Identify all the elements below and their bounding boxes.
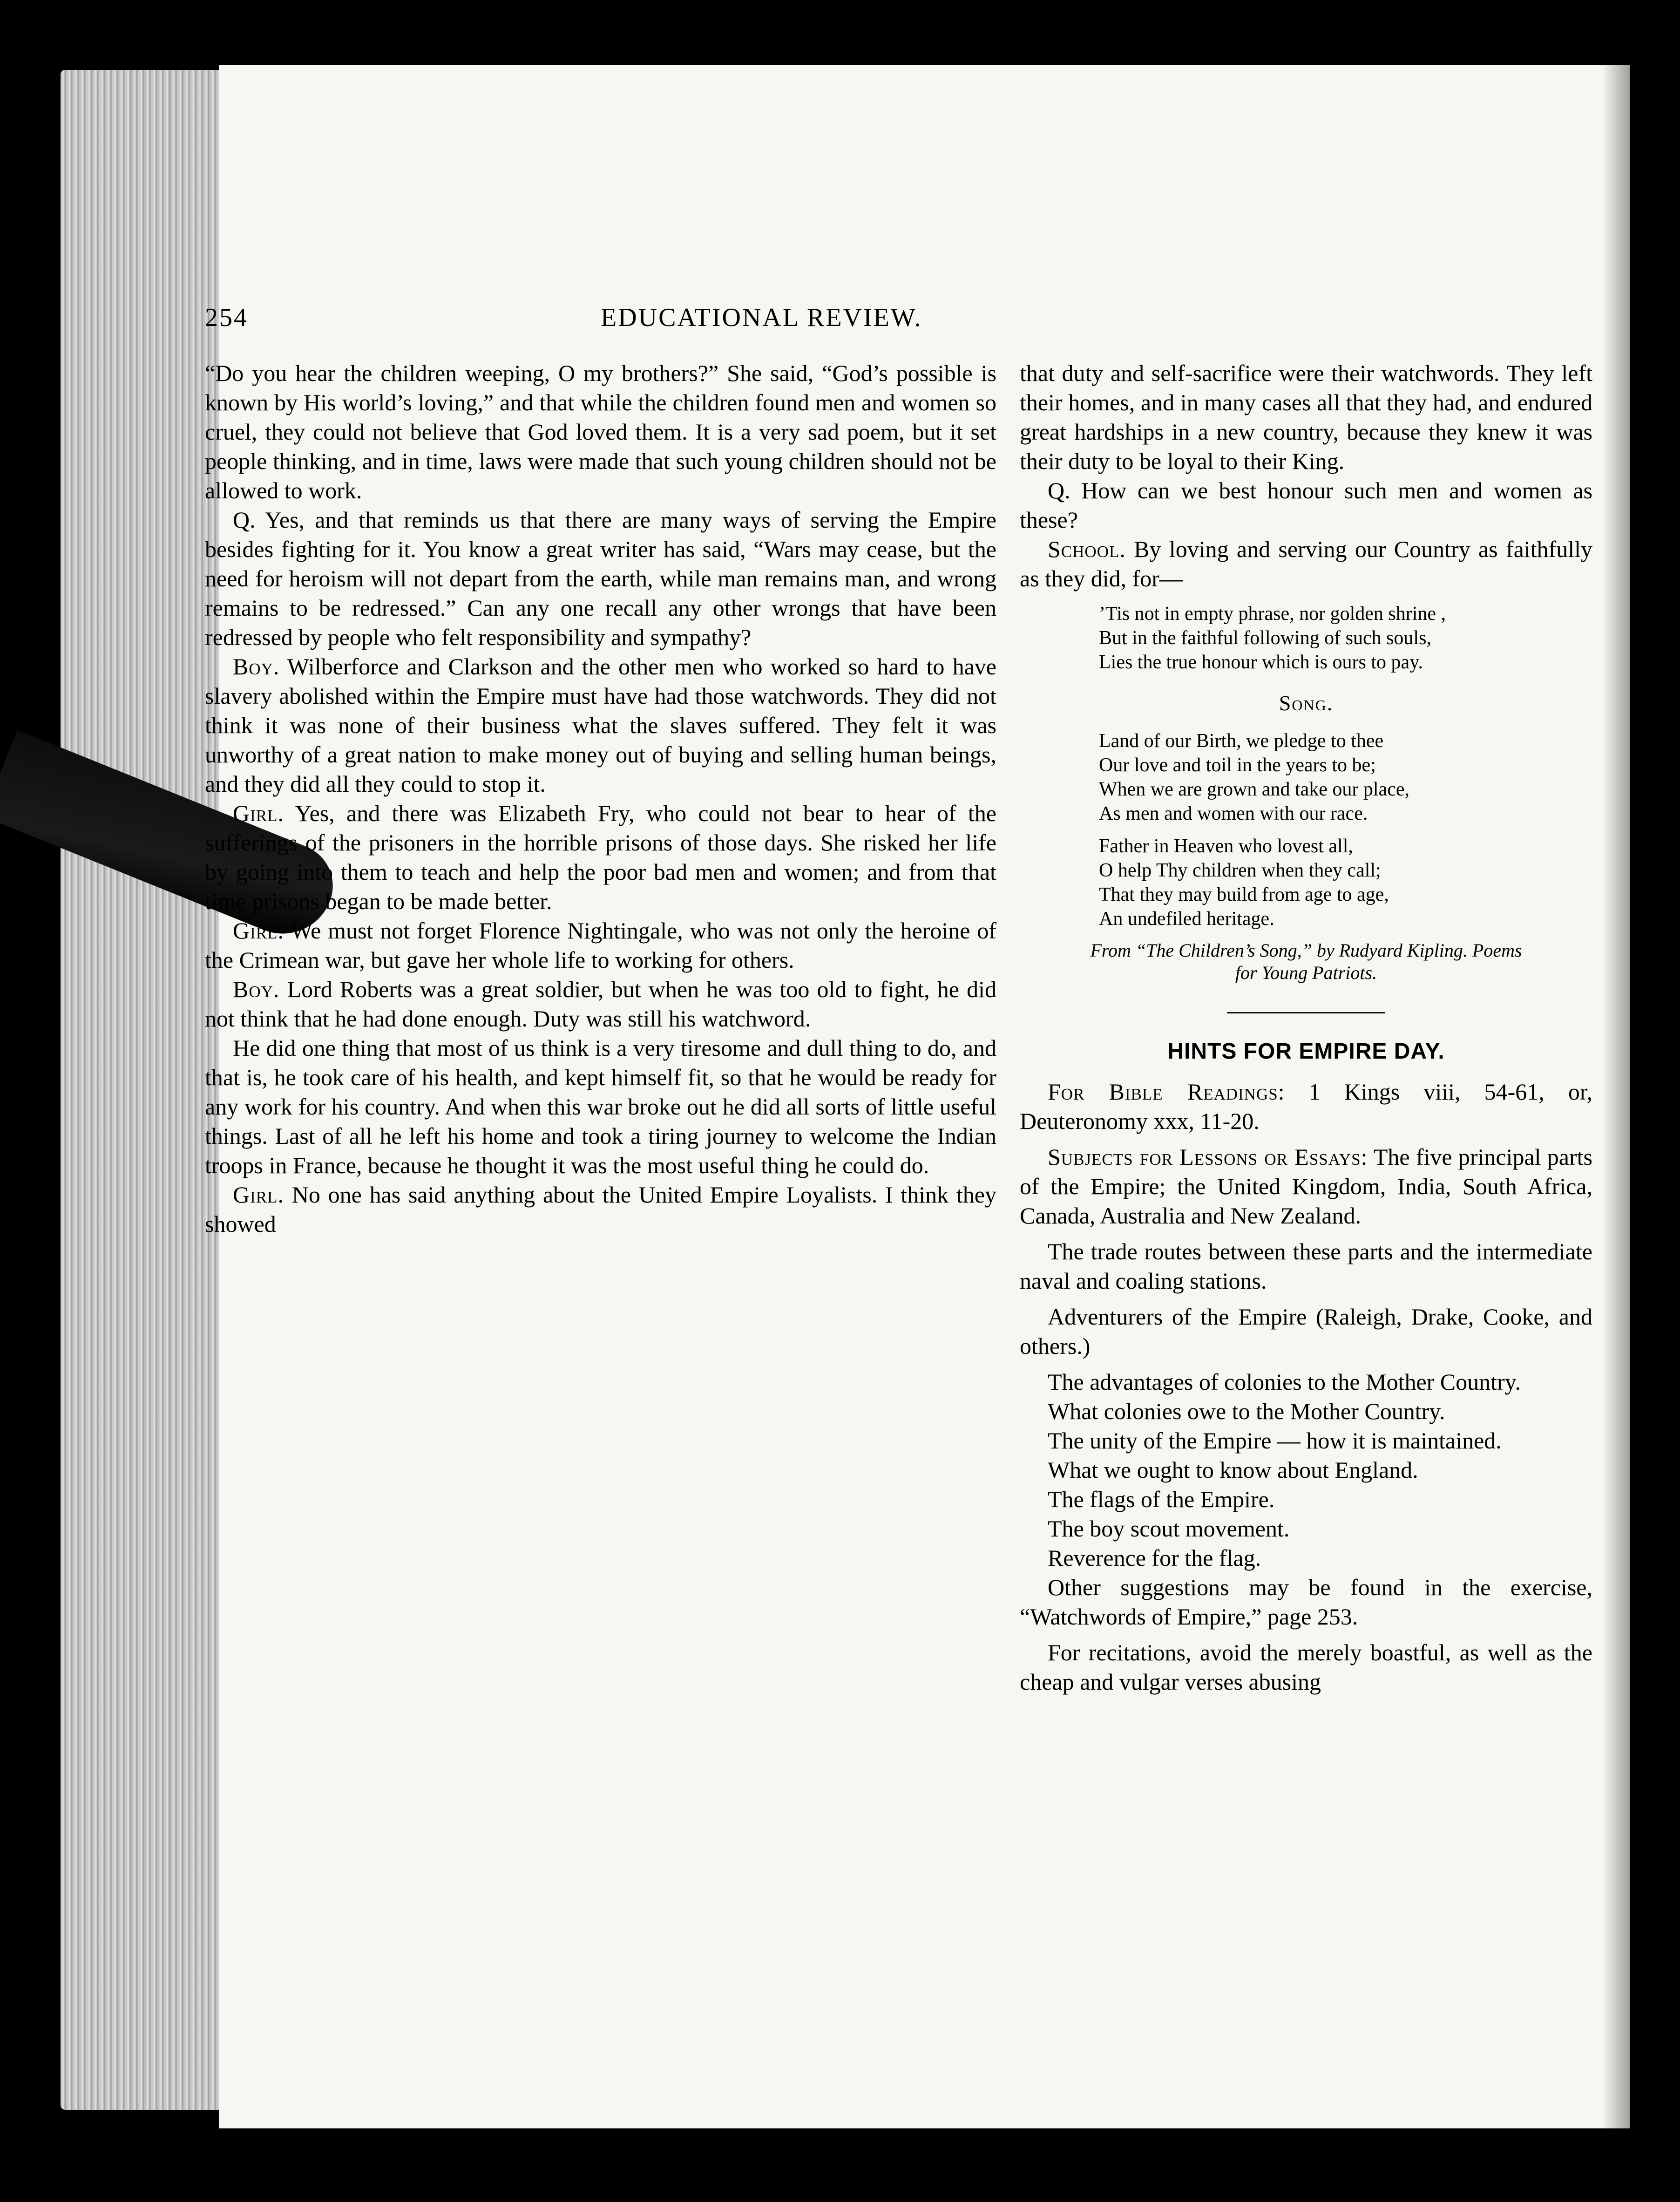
speaker-label: Girl. bbox=[233, 918, 284, 944]
paragraph: Q. Yes, and that reminds us that there are many ways of serving the Empire besides fighting for it. You know a great writer has said, “Wars may cease, but the need for heroism will not depart from the earth, while man remains man, and wrong remains to be redressed.” Can any one recall any other wrongs that have been redressed by people who felt responsibility and sympathy? bbox=[205, 507, 996, 650]
paragraph: “Do you hear the children weeping, O my brothers?” She said, “God’s possible is known by His world’s loving,” and that while the children found men and women so cruel, they could not believe that God loved them. It is a very sad poem, but it set people thinking, and in time, laws were made that such young children should not be allowed to work. bbox=[205, 360, 996, 503]
hint-item: The flags of the Empire. bbox=[1048, 1486, 1275, 1512]
paragraph: Girl. Yes, and there was Elizabeth Fry, who could not bear to hear of the sufferings of the prisoners in the horrible prisons of those days. She risked her life by going into them to teach and help the poor bad men and women; and from that time prisons began to be made better. bbox=[205, 800, 996, 914]
section-divider bbox=[1227, 1012, 1385, 1013]
song-title: Song. bbox=[1279, 691, 1334, 715]
page-header bbox=[205, 303, 1416, 340]
paragraph: For Bible Readings: 1 Kings viii, 54-61, or, Deuteronomy xxx, 11-20. bbox=[1020, 1079, 1592, 1134]
speaker-label: Boy. bbox=[233, 976, 280, 1002]
hint-item: For recitations, avoid the merely boastful, as well as the cheap and vulgar verses abusing bbox=[1020, 1639, 1592, 1695]
paragraph: Boy. Lord Roberts was a great soldier, but when he was too old to fight, he did not think that he had done enough. Duty was still his watchword. bbox=[205, 976, 996, 1032]
hint-item: The boy scout movement. bbox=[1048, 1516, 1290, 1542]
hint-item: Adventurers of the Empire (Raleigh, Drake, Cooke, and others.) bbox=[1020, 1304, 1592, 1359]
paragraph: He did one thing that most of us think is a very tiresome and dull thing to do, and that is, he took care of his health, and kept himself fit, so that he would be ready for any work for his country. And when this war broke out he did all sorts of little useful things. Last of all he left his home and took a tiring journey to welcome the Indian troops in France, because he thought it was the most useful thing he could do. bbox=[205, 1035, 996, 1178]
spacer bbox=[1020, 1361, 1592, 1367]
spacer bbox=[1020, 1230, 1592, 1237]
subjects-label: Subjects for Lessons or Essays: bbox=[1048, 1144, 1368, 1170]
verse-line: O help Thy children when they call; bbox=[1099, 860, 1381, 881]
paragraph: Girl. No one has said anything about the United Empire Loyalists. I think they showed bbox=[205, 1182, 996, 1237]
bible-label: For Bible Readings: bbox=[1048, 1079, 1285, 1105]
section-heading: HINTS FOR EMPIRE DAY. bbox=[1167, 1039, 1445, 1064]
paragraph: that duty and self-sacrifice were their watchwords. They left their homes, and in many cases all that they had, and endured great hardships in a new country, because they knew it was their duty to be loyal to their King. bbox=[1020, 360, 1592, 474]
speaker-label: Girl. bbox=[233, 800, 284, 826]
spacer bbox=[1020, 1296, 1592, 1302]
hint-item: The unity of the Empire — how it is maintained. bbox=[1048, 1427, 1502, 1454]
verse-line: When we are grown and take our place, bbox=[1099, 779, 1410, 800]
paragraph: School. By loving and serving our Country as faithfully as they did, for— bbox=[1020, 536, 1592, 591]
spacer bbox=[1020, 1136, 1592, 1142]
verse-line: Our love and toil in the years to be; bbox=[1099, 754, 1376, 776]
hint-item: The advantages of colonies to the Mother Country. bbox=[1048, 1369, 1521, 1395]
verse-line: As men and women with our race. bbox=[1099, 803, 1368, 824]
paragraph: Q. How can we best honour such men and women as these? bbox=[1020, 477, 1592, 533]
verse-line: Lies the true honour which is ours to pay. bbox=[1099, 652, 1423, 673]
verse-line: Land of our Birth, we pledge to thee bbox=[1099, 730, 1384, 752]
hint-item: The trade routes between these parts and the intermediate naval and coaling stations. bbox=[1020, 1238, 1592, 1294]
gutter-shadow bbox=[1602, 65, 1630, 2128]
paragraph: Subjects for Lessons or Essays: The five principal parts of the Empire; the United Kingdom, India, South Africa, Canada, Australia and New Zealand. bbox=[1020, 1144, 1592, 1229]
verse-quote bbox=[1099, 602, 1592, 674]
verse-line: But in the faithful following of such souls, bbox=[1099, 627, 1431, 649]
paragraph: Girl. We must not forget Florence Nightingale, who was not only the heroine of the Crimean war, but gave her whole life to working for others. bbox=[205, 918, 996, 973]
verse-line: ’Tis not in empty phrase, nor golden shrine , bbox=[1099, 603, 1446, 625]
left-column bbox=[205, 359, 996, 1239]
hint-item: Other suggestions may be found in the exercise, “Watchwords of Empire,” page 253. bbox=[1020, 1574, 1592, 1630]
verse-line: An undefiled heritage. bbox=[1099, 908, 1274, 930]
song-credit: From “The Children’s Song,” by Rudyard Kipling. Poems for Young Patriots. bbox=[1090, 940, 1522, 983]
spacer bbox=[1020, 1631, 1592, 1638]
running-title: EDUCATIONAL REVIEW. bbox=[601, 303, 922, 332]
verse-line: That they may build from age to age, bbox=[1099, 884, 1389, 905]
speaker-label: School. bbox=[1048, 536, 1126, 562]
hint-item: What we ought to know about England. bbox=[1048, 1457, 1418, 1483]
hint-item: What colonies owe to the Mother Country. bbox=[1048, 1398, 1445, 1424]
song-stanza bbox=[1099, 834, 1592, 931]
paragraph: Boy. Wilberforce and Clarkson and the other men who worked so hard to have slavery abolished within the Empire must have had those watchwords. They did not think it was none of their business what the slaves suffered. They felt it was unworthy of a great nation to make money out of buying and selling human beings, and they did all they could to stop it. bbox=[205, 653, 996, 797]
page-number: 254 bbox=[205, 303, 248, 332]
hint-item: Reverence for the flag. bbox=[1048, 1545, 1261, 1571]
right-column bbox=[1020, 359, 1592, 1697]
song-stanza bbox=[1099, 729, 1592, 826]
speaker-label: Girl. bbox=[233, 1182, 284, 1208]
book-page-edges bbox=[61, 70, 224, 2110]
speaker-label: Boy. bbox=[233, 653, 280, 680]
verse-line: Father in Heaven who lovest all, bbox=[1099, 836, 1353, 857]
